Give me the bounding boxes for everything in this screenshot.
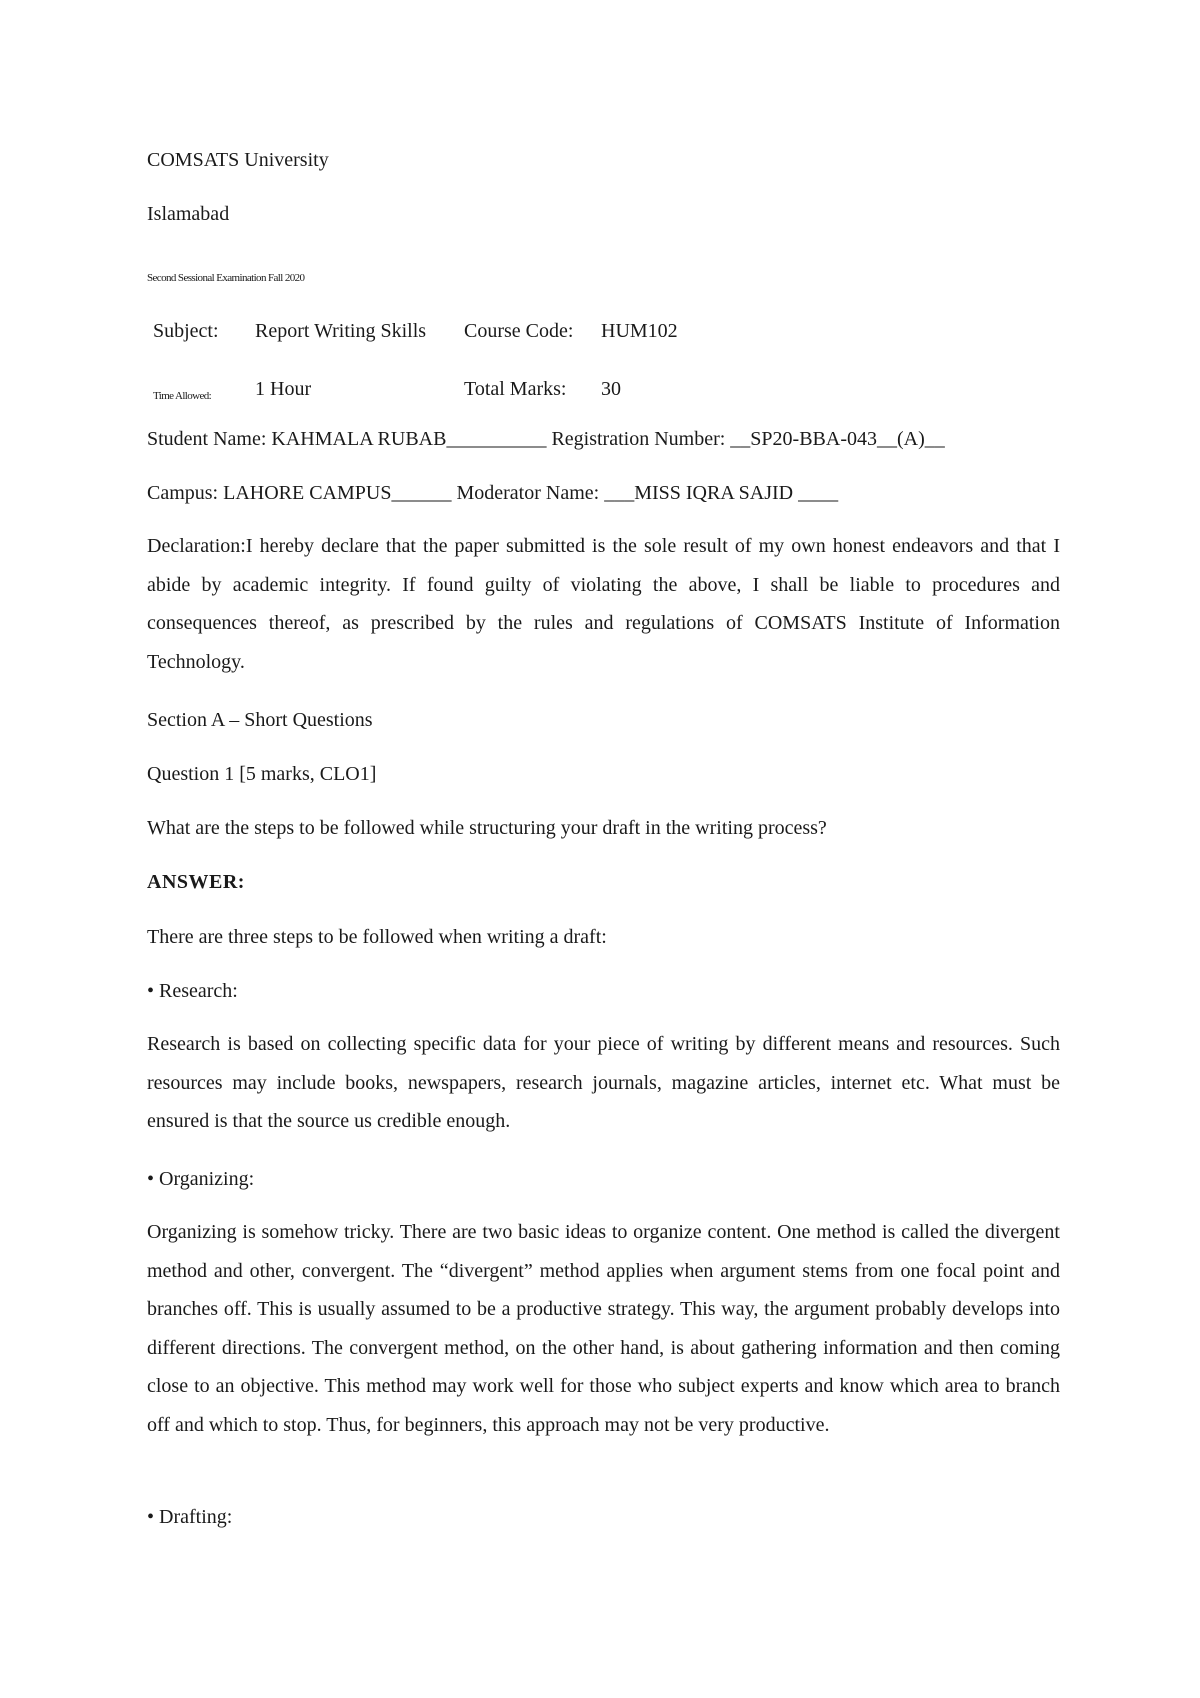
answer-intro: There are three steps to be followed when writing a draft: (147, 926, 607, 948)
declaration-text: Declaration:I hereby declare that the paper submitted is the sole result of my own honest endeavors and that I abide by academic integrity. If found guilty of violating the above, I shall be liable to procedures and consequences thereof, as prescribed by the rules and regulations of COMSATS Institute of Information Technology. (147, 535, 1060, 673)
course-code-label: Course Code: (464, 320, 574, 342)
time-label: Time Allowed: (153, 390, 212, 402)
student-name-line: Student Name: KAHMALA RUBAB__________ Registration Number: __SP20-BBA-043__(A)__ (147, 428, 945, 450)
section-heading: Section A – Short Questions (147, 709, 373, 731)
time-value: 1 Hour (255, 378, 312, 400)
research-paragraph: Research is based on collecting specific data for your piece of writing by different means and resources. Such resources may include books, newspapers, research journals, magazine articles, internet etc. What must be ensured is that the source us credible enough. (147, 1033, 1060, 1132)
total-marks-label: Total Marks: (464, 378, 567, 400)
question-title: Question 1 [5 marks, CLO1] (147, 763, 377, 785)
exam-title: Second Sessional Examination Fall 2020 (147, 272, 305, 284)
city-name: Islamabad (147, 203, 230, 225)
research-bullet: • Research: (147, 980, 238, 1002)
course-code-value: HUM102 (601, 320, 678, 342)
subject-label: Subject: (153, 320, 219, 342)
organizing-paragraph: Organizing is somehow tricky. There are two basic ideas to organize content. One method is called the divergent method and other, convergent. The “divergent” method applies when argument stems from one focal point and branches off. This is usually assumed to be a productive strategy. This way, the argument probably develops into different directions. The convergent method, on the other hand, is about gathering information and then coming close to an objective. This method may work well for those who subject experts and know which area to branch off and which to stop. Thus, for beginners, this approach may not be very productive. (147, 1221, 1060, 1436)
university-name: COMSATS University (147, 149, 329, 171)
organizing-bullet: • Organizing: (147, 1168, 255, 1190)
total-marks-value: 30 (601, 378, 621, 400)
question-text: What are the steps to be followed while structuring your draft in the writing process? (147, 817, 827, 839)
answer-heading: ANSWER: (147, 871, 245, 893)
drafting-bullet: • Drafting: (147, 1506, 233, 1528)
campus-line: Campus: LAHORE CAMPUS______ Moderator Name: ___MISS IQRA SAJID ____ (147, 482, 839, 504)
subject-value: Report Writing Skills (255, 320, 427, 342)
